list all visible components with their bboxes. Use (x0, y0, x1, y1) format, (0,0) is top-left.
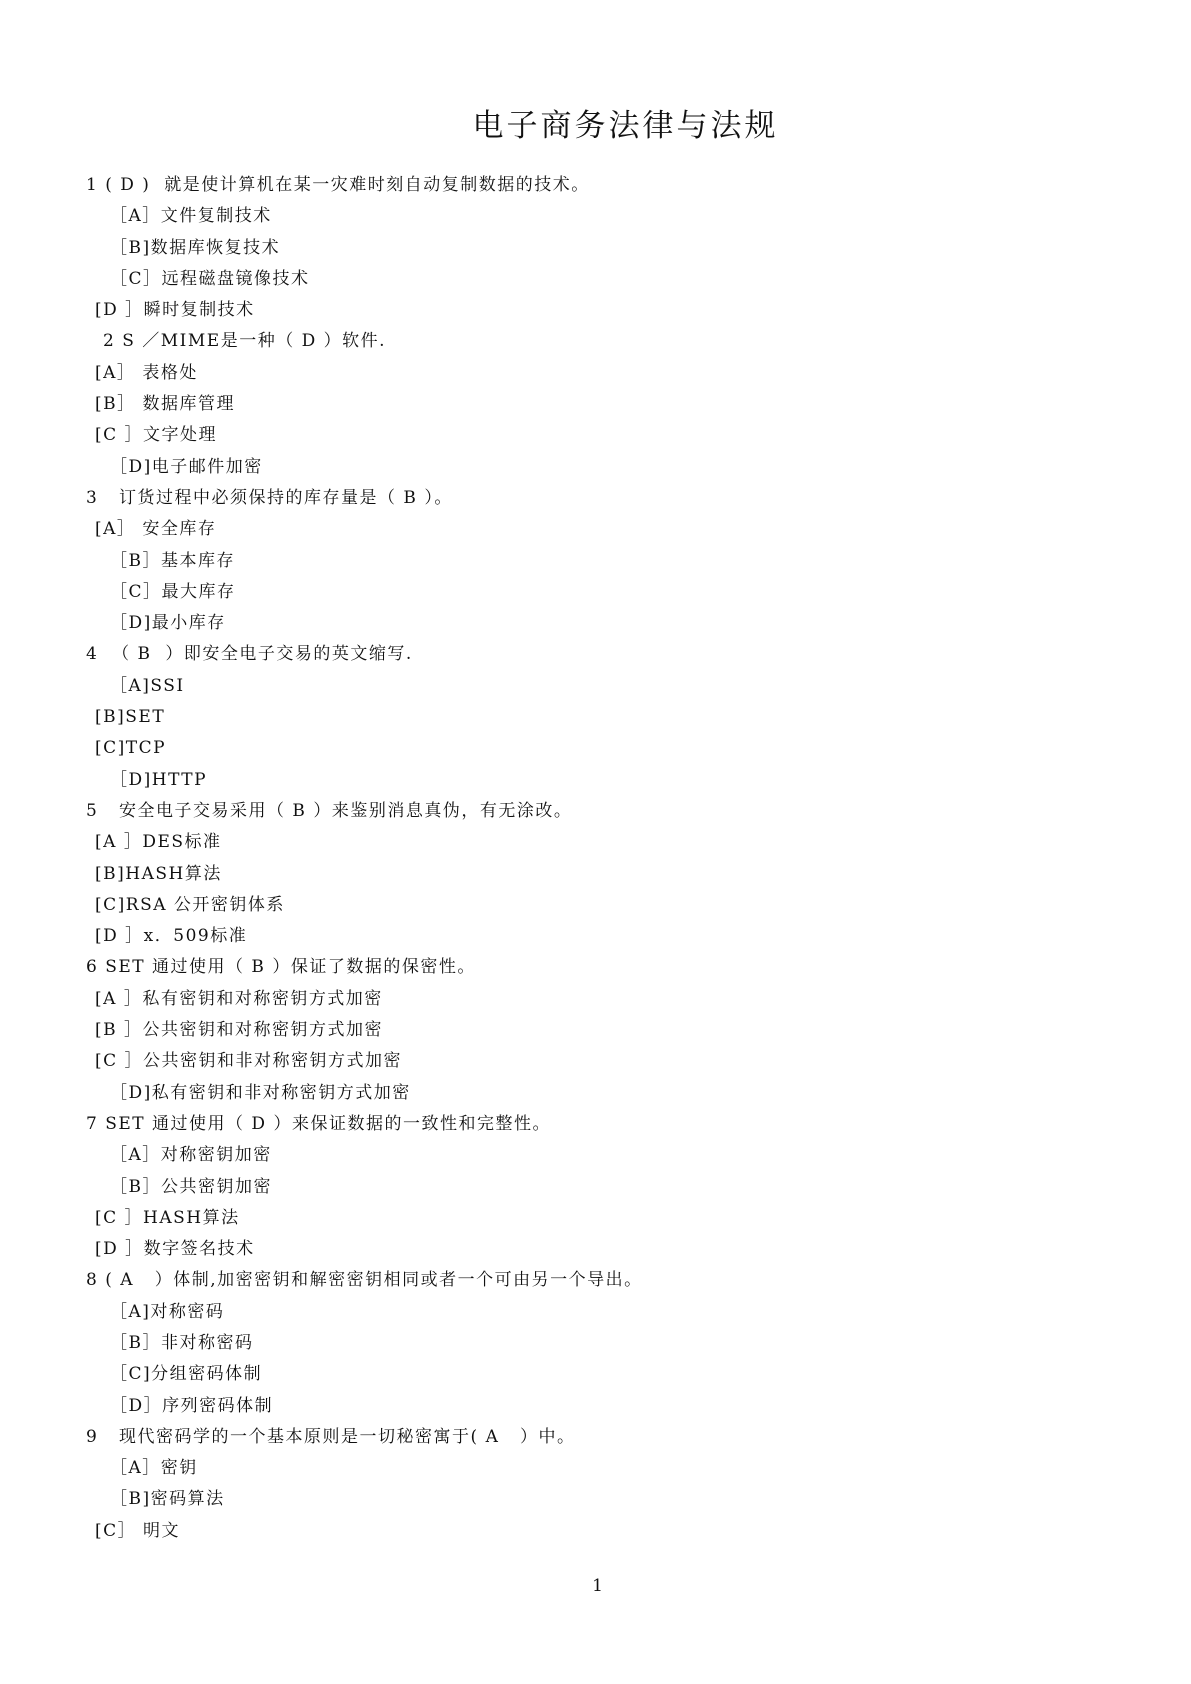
question-line: 7 SET 通过使用（ D ）来保证数据的一致性和完整性。 (86, 1113, 551, 1134)
option-line: ［B］基本库存 (110, 550, 235, 571)
option-line: ［A］密钥 (110, 1458, 198, 1479)
option-line: ［D]私有密钥和非对称密钥方式加密 (110, 1082, 411, 1103)
option-line: [B]SET (95, 707, 166, 728)
option-line: [B］ 数据库管理 (95, 394, 236, 415)
option-line: [B ］公共密钥和对称密钥方式加密 (95, 1020, 384, 1041)
option-line: [D ］x．509标准 (95, 926, 248, 947)
option-line: [D ］瞬时复制技术 (95, 300, 255, 321)
option-line: ［C］远程磁盘镜像技术 (110, 268, 310, 289)
option-line: [C]RSA 公开密钥体系 (95, 894, 285, 915)
page-title: 电子商务法律与法规 (472, 108, 779, 144)
option-line: ［D]HTTP (110, 769, 208, 790)
question-line: 1 ( D ) 就是使计算机在某一灾难时刻自动复制数据的技术。 (86, 175, 590, 195)
option-line: [A］ 表格处 (95, 362, 198, 383)
option-line: ［B］非对称密码 (110, 1332, 254, 1353)
option-line: ［A］文件复制技术 (110, 206, 272, 227)
option-line: [D ］数字签名技术 (95, 1239, 255, 1260)
option-line: [A ］DES标准 (95, 832, 222, 853)
question-line: 2 S ／MIME是一种（ D ）软件. (103, 331, 387, 352)
option-line: ［A]SSI (110, 675, 185, 696)
option-line: ［B]密码算法 (110, 1489, 225, 1510)
option-line: [A ］私有密钥和对称密钥方式加密 (95, 988, 383, 1009)
question-line: 3 订货过程中必须保持的库存量是（ B ）。 (86, 487, 453, 508)
question-line: 4 （ B ）即安全电子交易的英文缩写. (86, 644, 413, 665)
option-line: ［D]电子邮件加密 (110, 456, 263, 477)
option-line: [A］ 安全库存 (95, 519, 217, 540)
option-line: [C ］文字处理 (95, 425, 218, 446)
question-line: 5 安全电子交易采用（ B ）来鉴别消息真伪，有无涂改。 (86, 800, 573, 821)
option-line: [C ］公共密钥和非对称密钥方式加密 (95, 1051, 403, 1072)
option-line: [B]HASH算法 (95, 863, 222, 884)
option-line: ［A］对称密钥加密 (110, 1145, 272, 1166)
document-body (0, 170, 1191, 1547)
question-line: 9 现代密码学的一个基本原则是一切秘密寓于( A ）中。 (86, 1426, 576, 1447)
option-line: ［B］公共密钥加密 (110, 1176, 272, 1197)
option-line: ［D］序列密码体制 (110, 1395, 274, 1416)
option-line: ［B]数据库恢复技术 (110, 237, 281, 258)
option-line: [C]TCP (95, 738, 167, 759)
option-line: ［C］最大库存 (110, 581, 236, 602)
option-line: ［A]对称密码 (110, 1301, 225, 1322)
option-line: ［C]分组密码体制 (110, 1364, 263, 1385)
page-number: 1 (592, 1576, 603, 1596)
question-line: 6 SET 通过使用（ B ）保证了数据的保密性。 (86, 957, 476, 978)
option-line: [C］ 明文 (95, 1520, 181, 1541)
option-line: ［D]最小库存 (110, 613, 226, 634)
option-line: [C ］HASH算法 (95, 1207, 240, 1228)
question-line: 8 ( A ）体制,加密密钥和解密密钥相同或者一个可由另一个导出。 (86, 1270, 643, 1291)
